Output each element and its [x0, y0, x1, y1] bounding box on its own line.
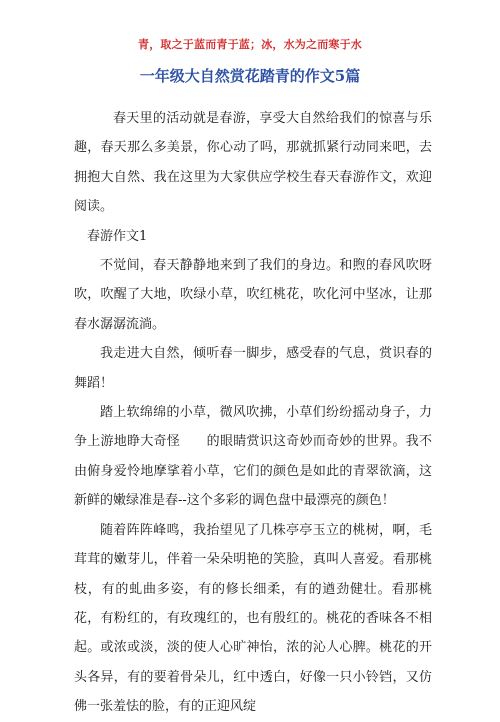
body-paragraph: [74, 398, 432, 516]
intro-paragraph: [74, 104, 432, 222]
body-paragraph: [74, 339, 432, 398]
section-heading: [74, 222, 432, 251]
document-body: [74, 104, 432, 722]
document-motto: 青，取之于蓝而青于蓝；冰，水为之而寒于水: [138, 38, 362, 51]
section-heading-text: 春游作文1: [87, 228, 148, 244]
body-paragraph: [74, 516, 432, 722]
document-title: 一年级大自然赏花踏青的作文5篇: [139, 67, 361, 85]
paragraph-text: 我走进大自然，倾听春一脚步，感受春的气息，赏识春的舞蹈！: [74, 346, 432, 391]
body-paragraph: [74, 251, 432, 339]
paragraph-text: 踏上软绵绵的小草，微风吹拂，小草们纷纷摇动身子，力争上游地睁大奇怪 的眼睛赏识这奇妙而奇妙的世界。我不由俯身爱怜地摩挲着小草，它们的颜色是如此的青翠欲滴，这新鲜的嫩绿准是春--这个多彩的调色盘中最漂亮的颜色！: [74, 405, 432, 509]
paragraph-text: 随着阵阵峰鸣，我抬望见了几株亭亭玉立的桃树，啊，毛茸茸的嫩芽儿，伴着一朵朵明艳的笑脸，真叫人喜爱。看那桃枝，有的虬曲多姿，有的修长细柔，有的遒劲健壮。看那桃花，有粉红的，有玫瑰红的，也有殷红的。桃花的香味各不相起。或浓或淡，淡的使人心旷神怡，浓的沁人心脾。桃花的开头各异，有的要着骨朵儿，红中透白，好像一只小铃铛，又仿佛一张羞怯的脸，有的正迎风绽: [74, 522, 432, 715]
paragraph-text: 不觉间，春天静静地来到了我们的身边。和煦的春风吹呀吹，吹醒了大地，吹绿小草，吹红桃花，吹化河中坚冰，让那春水潺潺流淌。: [74, 258, 432, 332]
paragraph-text: 春天里的活动就是春游，享受大自然给我们的惊喜与乐趣，春天那么多美景，你心动了吗，那就抓紧行动同来吧，去拥抱大自然、我在这里为大家供应学校生春天春游作文，欢迎阅读。: [74, 111, 432, 215]
